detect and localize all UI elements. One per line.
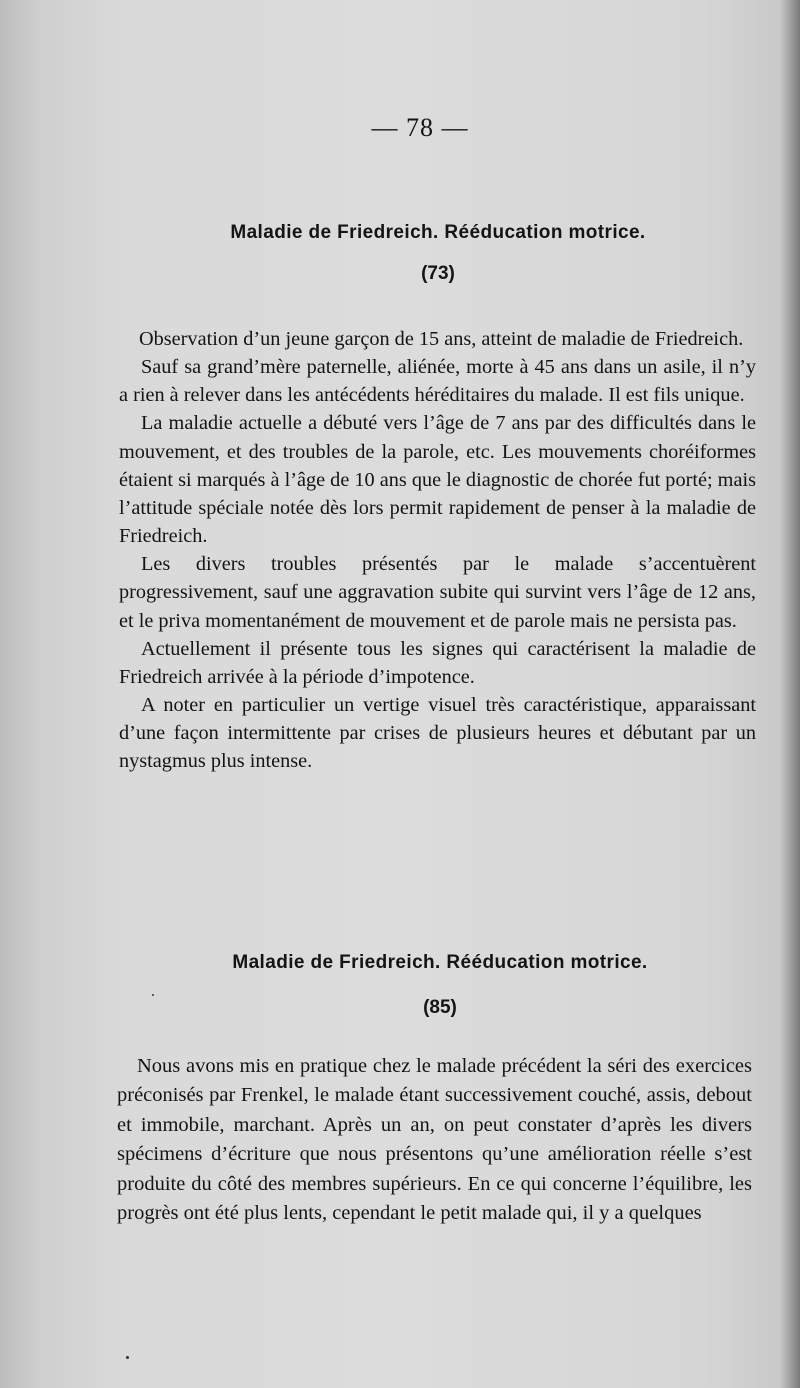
paragraph: Sauf sa grand’mère paternelle, aliénée, morte à 45 ans dans un asile, il n’y a rien à relever dans les antécédents héréditaires du malade. Il est fils unique. bbox=[119, 356, 756, 407]
observation-number: (73) bbox=[421, 263, 455, 284]
paragraph: Les divers troubles présentés par le malade s’accentuèrent progressivement, sauf une aggravation subite qui survint vers l’âge de 12 ans, et le priva momentanément de mouvement et de parole mais ne persista pas. bbox=[119, 553, 756, 632]
paragraph: Nous avons mis en pratique chez le malade précédent la séri des exercices préconisés par Frenkel, le malade étant successivement couché, assis, debout et immobile, marchant. Après un an, on peut constater d’après les divers spécimens d’écriture que nous présentons qu’une amélioration réelle s’est produite du côté des membres supérieurs. En ce qui concerne l’équilibre, les progrès ont été plus lents, cependant le petit malade qui, il y a quelques bbox=[117, 1055, 752, 1225]
observation-body bbox=[119, 325, 756, 776]
section-heading: Maladie de Friedreich. Rééducation motrice. bbox=[230, 222, 646, 243]
paragraph: A noter en particulier un vertige visuel très caractéristique, apparaissant d’une façon intermittente par crises de plusieurs heures et débutant par un nystagmus plus intense. bbox=[119, 694, 756, 773]
paper-speck bbox=[126, 1356, 129, 1359]
section-heading: Maladie de Friedreich. Rééducation motrice. bbox=[232, 952, 648, 973]
paragraph: Actuellement il présente tous les signes qui caractérisent la maladie de Friedreich arrivée à la période d’impotence. bbox=[119, 637, 756, 688]
paragraph: Observation d’un jeune garçon de 15 ans, atteint de maladie de Friedreich. bbox=[139, 328, 744, 350]
observation-number: (85) bbox=[423, 997, 457, 1018]
paper-speck bbox=[152, 994, 154, 996]
paragraph: La maladie actuelle a débuté vers l’âge de 7 ans par des difficultés dans le mouvement, et des troubles de la parole, etc. Les mouvements choréiformes étaient si marqués à l’âge de 10 ans que le diagnostic de chorée fut porté; mais l’attitude spéciale notée dès lors permit rapidement de penser à la maladie de Friedreich. bbox=[119, 412, 756, 548]
page-number: — 78 — bbox=[371, 113, 469, 142]
observation-body bbox=[117, 1052, 752, 1228]
